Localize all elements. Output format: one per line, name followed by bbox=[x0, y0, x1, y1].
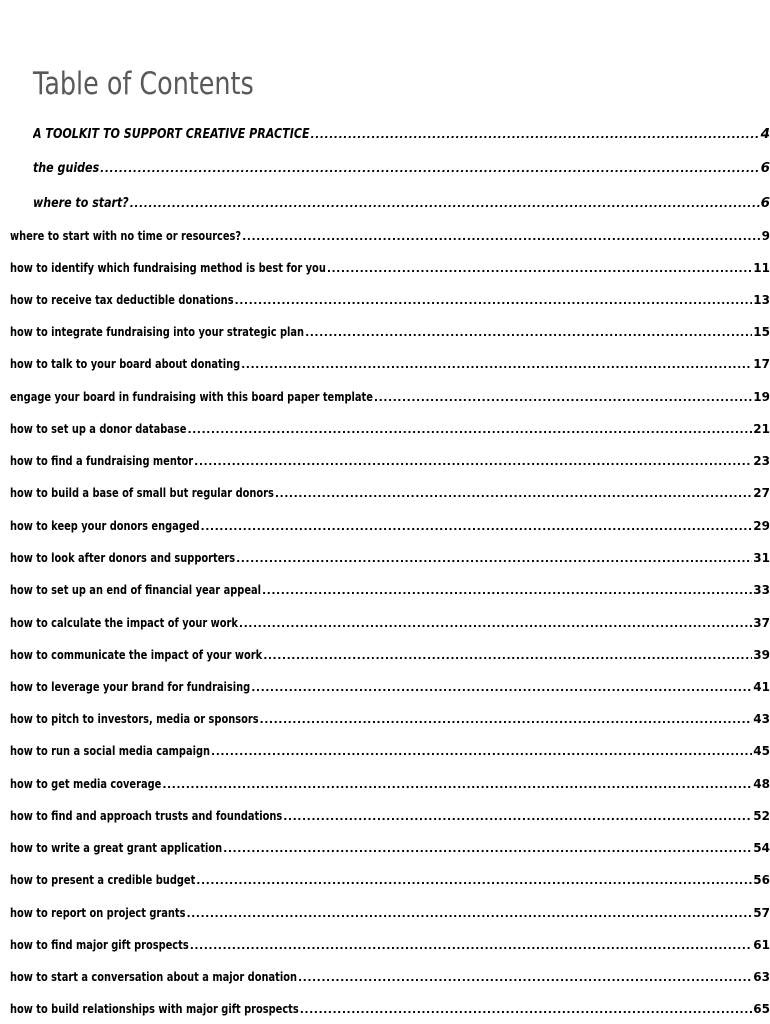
toc-page-number: 23 bbox=[753, 454, 770, 468]
toc-entry[interactable] bbox=[10, 261, 770, 275]
toc-entry-title: where to start with no time or resources? bbox=[10, 229, 242, 243]
toc-entry-title: how to report on project grants bbox=[10, 906, 186, 920]
toc-leader-dots bbox=[298, 971, 752, 984]
toc-leader-dots bbox=[223, 842, 752, 855]
page-title: Table of Contents bbox=[33, 66, 254, 102]
toc-entry-title: where to start? bbox=[33, 195, 129, 211]
toc-entry-title: how to communicate the impact of your work bbox=[10, 648, 263, 662]
toc-leader-dots bbox=[262, 584, 752, 597]
toc-entry[interactable] bbox=[10, 583, 770, 597]
toc-entry-title: how to set up a donor database bbox=[10, 422, 187, 436]
toc-leader-dots bbox=[130, 197, 760, 210]
toc-entry-title: how to look after donors and supporters bbox=[10, 551, 236, 565]
toc-entry[interactable] bbox=[10, 325, 770, 339]
toc-entry[interactable] bbox=[10, 648, 770, 662]
toc-entry[interactable] bbox=[10, 454, 770, 468]
toc-entry[interactable] bbox=[10, 1002, 770, 1016]
toc-entry-title: the guides bbox=[33, 160, 100, 176]
toc-leader-dots bbox=[311, 128, 760, 141]
toc-leader-dots bbox=[275, 487, 752, 500]
toc-entry-title: how to find and approach trusts and foundations bbox=[10, 809, 283, 823]
toc-page-number: 45 bbox=[753, 744, 770, 758]
toc-entry[interactable] bbox=[10, 970, 770, 984]
toc-entry[interactable] bbox=[10, 809, 770, 823]
toc-page-number: 15 bbox=[753, 325, 770, 339]
toc-leader-dots bbox=[263, 649, 752, 662]
toc-entry-title: engage your board in fundraising with this board paper template bbox=[10, 390, 373, 404]
toc-page-number: 56 bbox=[753, 873, 770, 887]
toc-page-number: 43 bbox=[753, 712, 770, 726]
toc-leader-dots bbox=[300, 1003, 753, 1016]
toc-leader-dots bbox=[374, 391, 752, 404]
toc-leader-dots bbox=[194, 455, 752, 468]
toc-entry[interactable] bbox=[33, 126, 770, 142]
toc-entry-title: how to run a social media campaign bbox=[10, 744, 211, 758]
toc-entry-title: how to integrate fundraising into your strategic plan bbox=[10, 325, 305, 339]
toc-entry-title: how to receive tax deductible donations bbox=[10, 293, 234, 307]
toc-page-number: 33 bbox=[753, 583, 770, 597]
toc-entry-title: how to identify which fundraising method is best for you bbox=[10, 261, 326, 275]
toc-entry-title: how to leverage your brand for fundraising bbox=[10, 680, 251, 694]
toc-leader-dots bbox=[305, 326, 752, 339]
toc-page-number: 6 bbox=[760, 195, 770, 211]
toc-leader-dots bbox=[235, 294, 753, 307]
toc-page-number: 41 bbox=[753, 680, 770, 694]
toc-entry[interactable] bbox=[10, 841, 770, 855]
toc-entry-title: how to build a base of small but regular donors bbox=[10, 486, 274, 500]
toc-page-number: 48 bbox=[753, 777, 770, 791]
toc-leader-dots bbox=[242, 230, 761, 243]
toc-entry[interactable] bbox=[10, 680, 770, 694]
toc-entry[interactable] bbox=[10, 873, 770, 887]
toc-entry[interactable] bbox=[10, 357, 770, 371]
toc-entry-title: how to build relationships with major gift prospects bbox=[10, 1002, 299, 1016]
toc-page-number: 57 bbox=[753, 906, 770, 920]
toc-entry-title: how to calculate the impact of your work bbox=[10, 616, 238, 630]
toc-entry[interactable] bbox=[10, 777, 770, 791]
toc-leader-dots bbox=[162, 778, 752, 791]
toc-page-number: 61 bbox=[753, 938, 770, 952]
toc-leader-dots bbox=[327, 262, 752, 275]
toc-leader-dots bbox=[251, 681, 752, 694]
toc-entry[interactable] bbox=[10, 519, 770, 533]
toc-entry[interactable] bbox=[10, 616, 770, 630]
toc-entry[interactable] bbox=[33, 160, 770, 176]
toc-page-number: 37 bbox=[753, 616, 770, 630]
toc-page-number: 31 bbox=[753, 551, 770, 565]
toc-entry[interactable] bbox=[10, 486, 770, 500]
toc-entry[interactable] bbox=[10, 293, 770, 307]
toc-entry[interactable] bbox=[10, 906, 770, 920]
toc-page-number: 17 bbox=[753, 357, 770, 371]
toc-entry[interactable] bbox=[10, 390, 770, 404]
toc-page-number: 21 bbox=[753, 422, 770, 436]
toc-leader-dots bbox=[196, 874, 752, 887]
toc-page-number: 65 bbox=[753, 1002, 770, 1016]
toc-entry-title: how to get media coverage bbox=[10, 777, 162, 791]
toc-leader-dots bbox=[241, 358, 752, 371]
toc-page-number: 19 bbox=[753, 390, 770, 404]
toc-leader-dots bbox=[186, 907, 752, 920]
toc-page-number: 63 bbox=[753, 970, 770, 984]
toc-leader-dots bbox=[236, 552, 752, 565]
toc-entry-title: how to pitch to investors, media or sponsors bbox=[10, 712, 259, 726]
toc-page-number: 4 bbox=[760, 126, 770, 142]
toc-leader-dots bbox=[187, 423, 752, 436]
toc-entry-title: how to set up an end of financial year appeal bbox=[10, 583, 262, 597]
toc-page-number: 13 bbox=[753, 293, 770, 307]
toc-entry[interactable] bbox=[10, 229, 770, 243]
toc-page-number: 9 bbox=[761, 229, 770, 243]
toc-page-number: 39 bbox=[753, 648, 770, 662]
toc-page-number: 11 bbox=[753, 261, 770, 275]
toc-leader-dots bbox=[283, 810, 752, 823]
toc-page-number: 27 bbox=[753, 486, 770, 500]
toc-page-number: 54 bbox=[753, 841, 770, 855]
toc-entry-title: how to start a conversation about a major donation bbox=[10, 970, 297, 984]
toc-leader-dots bbox=[239, 617, 752, 630]
toc-leader-dots bbox=[211, 745, 752, 758]
toc-page-number: 29 bbox=[753, 519, 770, 533]
toc-entry[interactable] bbox=[33, 195, 770, 211]
toc-entry-title: A TOOLKIT TO SUPPORT CREATIVE PRACTICE bbox=[33, 126, 310, 142]
toc-entry-title: how to find a fundraising mentor bbox=[10, 454, 194, 468]
toc-entry-title: how to find major gift prospects bbox=[10, 938, 189, 952]
toc-entry-title: how to present a credible budget bbox=[10, 873, 196, 887]
toc-entry-title: how to talk to your board about donating bbox=[10, 357, 241, 371]
toc-entry[interactable] bbox=[10, 938, 770, 952]
toc-leader-dots bbox=[100, 162, 759, 175]
toc-leader-dots bbox=[260, 713, 753, 726]
toc-entry[interactable] bbox=[10, 744, 770, 758]
toc-entry-title: how to write a great grant application bbox=[10, 841, 223, 855]
toc-page-number: 52 bbox=[753, 809, 770, 823]
toc-entry-title: how to keep your donors engaged bbox=[10, 519, 200, 533]
toc-leader-dots bbox=[201, 520, 753, 533]
toc-entry[interactable] bbox=[10, 551, 770, 565]
toc-entry[interactable] bbox=[10, 712, 770, 726]
toc-entry[interactable] bbox=[10, 422, 770, 436]
toc-leader-dots bbox=[190, 939, 753, 952]
toc-page-number: 6 bbox=[760, 160, 770, 176]
